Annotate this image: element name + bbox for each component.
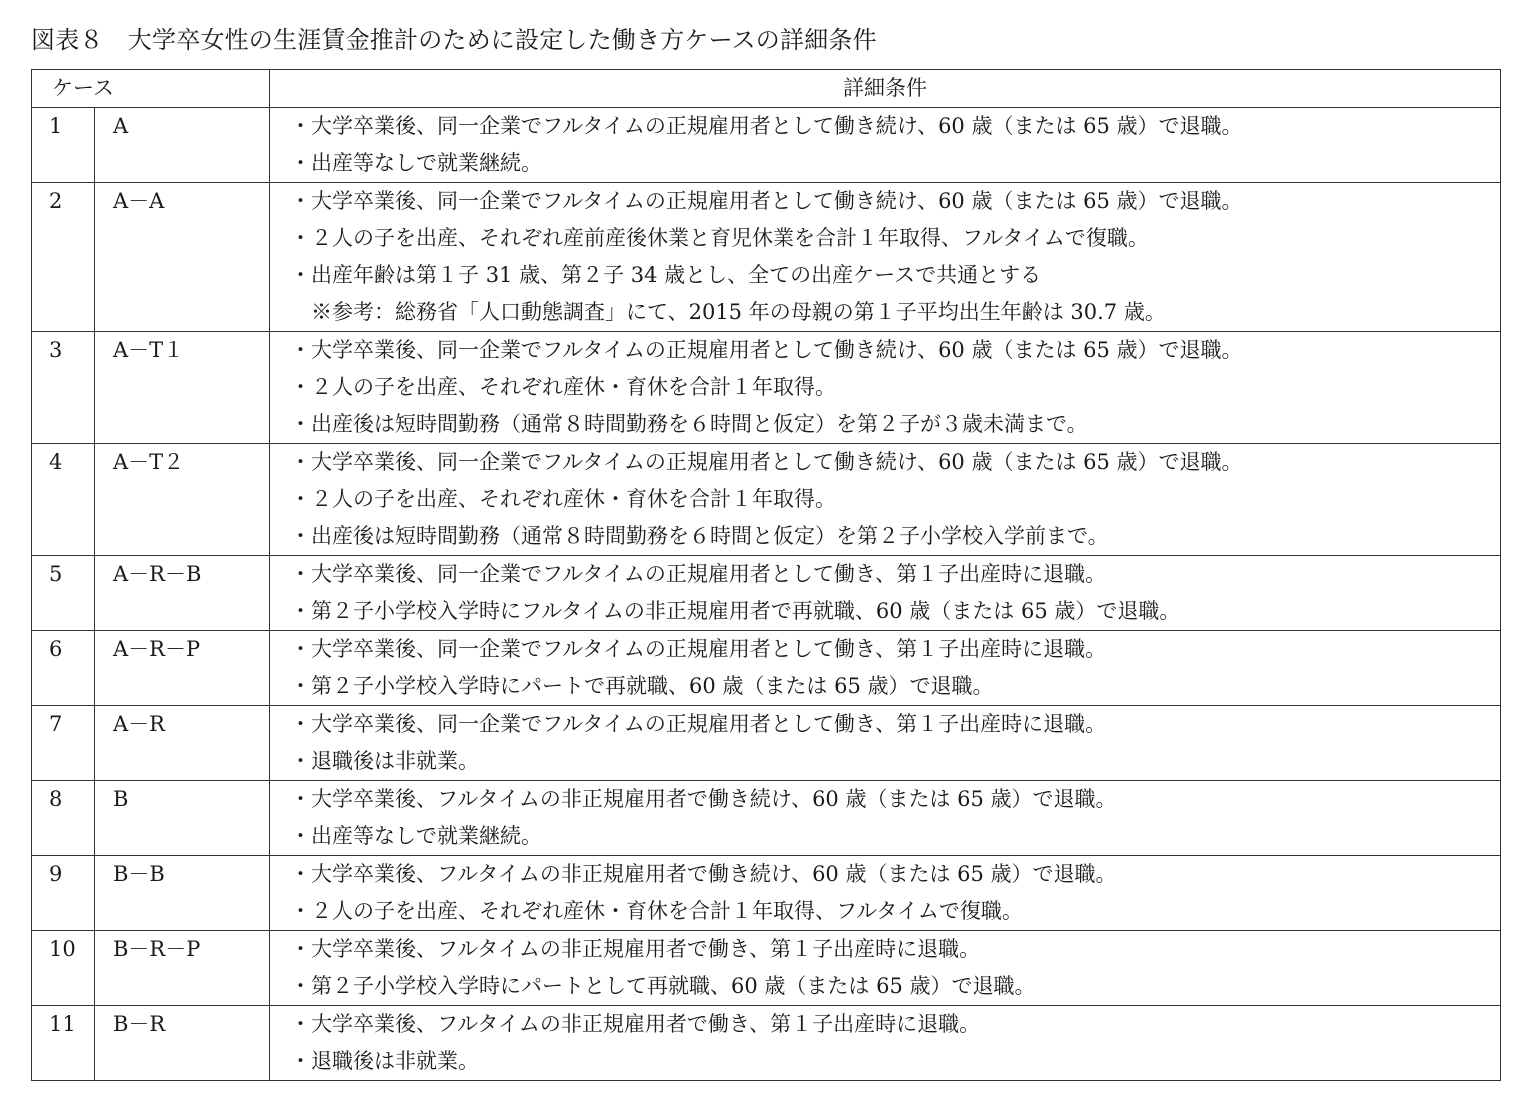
condition-line: ・２人の子を出産、それぞれ産休・育休を合計１年取得、フルタイムで復職。 — [290, 899, 1023, 923]
table-row — [32, 332, 1501, 444]
case-code: A－T２ — [95, 444, 270, 556]
case-number: 2 — [32, 183, 95, 332]
condition-line: ・出産後は短時間勤務（通常８時間勤務を６時間と仮定）を第２子小学校入学前まで。 — [290, 524, 1109, 548]
condition-line: ・出産等なしで就業継続。 — [290, 151, 543, 175]
case-number: 4 — [32, 444, 95, 556]
case-number: 3 — [32, 332, 95, 444]
table-row — [32, 856, 1501, 931]
case-detail-conditions — [270, 556, 1501, 631]
table-row — [32, 183, 1501, 332]
case-code: A－R－P — [95, 631, 270, 706]
case-detail-conditions — [270, 183, 1501, 332]
condition-line: ※参考：総務省「人口動態調査」にて、2015 年の母親の第１子平均出生年齢は 30.7 歳。 — [290, 300, 1166, 324]
case-number: 1 — [32, 108, 95, 183]
case-detail-conditions — [270, 444, 1501, 556]
condition-line: ・第２子小学校入学時にパートとして再就職、60 歳（または 65 歳）で退職。 — [290, 974, 1036, 998]
condition-line: ・第２子小学校入学時にフルタイムの非正規雇用者で再就職、60 歳（または 65 歳）で退職。 — [290, 599, 1181, 623]
condition-line: ・２人の子を出産、それぞれ産休・育休を合計１年取得。 — [290, 487, 837, 511]
condition-line: ・大学卒業後、フルタイムの非正規雇用者で働き、第１子出産時に退職。 — [290, 937, 981, 961]
case-code: B－B — [95, 856, 270, 931]
case-code: B－R — [95, 1006, 270, 1081]
condition-line: ・２人の子を出産、それぞれ産休・育休を合計１年取得。 — [290, 375, 837, 399]
header-detail-conditions: 詳細条件 — [270, 70, 1501, 108]
case-code: A－R — [95, 706, 270, 781]
table-row — [32, 781, 1501, 856]
case-number: 8 — [32, 781, 95, 856]
condition-line: ・出産等なしで就業継続。 — [290, 824, 543, 848]
table-row — [32, 931, 1501, 1006]
table-row — [32, 108, 1501, 183]
case-number: 5 — [32, 556, 95, 631]
condition-line: ・大学卒業後、同一企業でフルタイムの正規雇用者として働き、第１子出産時に退職。 — [290, 637, 1107, 661]
case-code: A — [95, 108, 270, 183]
condition-line: ・大学卒業後、フルタイムの非正規雇用者で働き、第１子出産時に退職。 — [290, 1012, 981, 1036]
case-detail-conditions — [270, 1006, 1501, 1081]
condition-line: ・退職後は非就業。 — [290, 1049, 480, 1073]
case-code: B — [95, 781, 270, 856]
condition-line: ・大学卒業後、同一企業でフルタイムの正規雇用者として働き続け、60 歳（または 65 歳）で退職。 — [290, 189, 1243, 213]
condition-line: ・出産年齢は第１子 31 歳、第２子 34 歳とし、全ての出産ケースで共通とする — [290, 263, 1042, 287]
header-case: ケース — [32, 70, 270, 108]
case-detail-conditions — [270, 856, 1501, 931]
condition-line: ・出産後は短時間勤務（通常８時間勤務を６時間と仮定）を第２子が３歳未満まで。 — [290, 412, 1088, 436]
condition-line: ・大学卒業後、同一企業でフルタイムの正規雇用者として働き、第１子出産時に退職。 — [290, 712, 1107, 736]
case-number: 6 — [32, 631, 95, 706]
condition-line: ・大学卒業後、同一企業でフルタイムの正規雇用者として働き続け、60 歳（または 65 歳）で退職。 — [290, 338, 1243, 362]
work-case-table — [31, 69, 1501, 1081]
table-row — [32, 556, 1501, 631]
case-number: 7 — [32, 706, 95, 781]
case-code: A－R－B — [95, 556, 270, 631]
table-row — [32, 706, 1501, 781]
case-number: 11 — [32, 1006, 95, 1081]
condition-line: ・第２子小学校入学時にパートで再就職、60 歳（または 65 歳）で退職。 — [290, 674, 994, 698]
condition-line: ・大学卒業後、フルタイムの非正規雇用者で働き続け、60 歳（または 65 歳）で退職。 — [290, 787, 1117, 811]
table-row — [32, 444, 1501, 556]
condition-line: ・大学卒業後、同一企業でフルタイムの正規雇用者として働き続け、60 歳（または 65 歳）で退職。 — [290, 450, 1243, 474]
condition-line: ・大学卒業後、同一企業でフルタイムの正規雇用者として働き続け、60 歳（または 65 歳）で退職。 — [290, 114, 1243, 138]
table-row — [32, 1006, 1501, 1081]
condition-line: ・大学卒業後、同一企業でフルタイムの正規雇用者として働き、第１子出産時に退職。 — [290, 562, 1107, 586]
condition-line: ・２人の子を出産、それぞれ産前産後休業と育児休業を合計１年取得、フルタイムで復職。 — [290, 226, 1149, 250]
case-detail-conditions — [270, 706, 1501, 781]
condition-line: ・退職後は非就業。 — [290, 749, 480, 773]
table-row — [32, 631, 1501, 706]
case-code: A－A — [95, 183, 270, 332]
table-body — [32, 108, 1501, 1081]
case-detail-conditions — [270, 332, 1501, 444]
case-detail-conditions — [270, 781, 1501, 856]
case-detail-conditions — [270, 931, 1501, 1006]
case-number: 9 — [32, 856, 95, 931]
condition-line: ・大学卒業後、フルタイムの非正規雇用者で働き続け、60 歳（または 65 歳）で退職。 — [290, 862, 1117, 886]
case-code: B－R－P — [95, 931, 270, 1006]
case-number: 10 — [32, 931, 95, 1006]
case-detail-conditions — [270, 631, 1501, 706]
table-header-row — [32, 70, 1501, 108]
case-detail-conditions — [270, 108, 1501, 183]
table-caption: 図表８ 大学卒女性の生涯賃金推計のために設定した働き方ケースの詳細条件 — [31, 26, 877, 54]
case-code: A－T１ — [95, 332, 270, 444]
